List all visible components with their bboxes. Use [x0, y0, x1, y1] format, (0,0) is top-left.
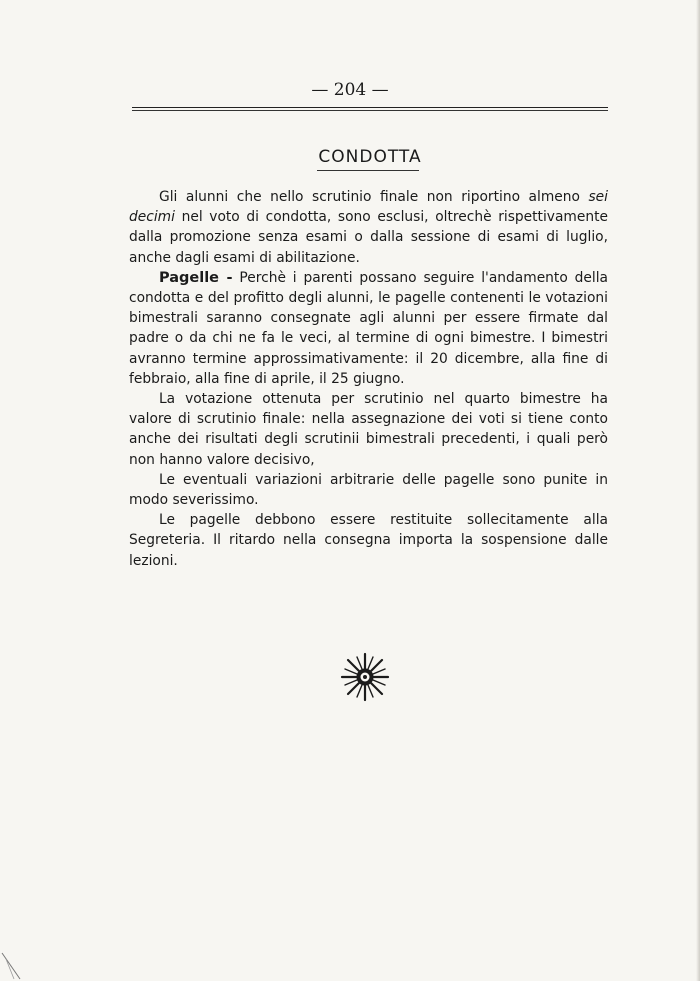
header-rule-top — [132, 107, 608, 108]
paragraph-text: nel voto di condotta, sono esclusi, oltrechè rispettivamente dalla promozione senza esami o dalla sessione di esami di luglio, anche dagli esami di abilitazione. — [129, 209, 608, 266]
title-underline — [317, 170, 419, 171]
body-text — [129, 187, 608, 571]
header-rule-bottom — [132, 110, 608, 111]
paragraph-lead: Pagelle - — [159, 269, 233, 286]
paragraph-variazioni: Le eventuali variazioni arbitrarie delle pagelle sono punite in modo severissimo. — [129, 471, 608, 509]
page-edge-shadow — [696, 0, 700, 981]
paragraph-restituzione: Le pagelle debbono essere restituite sollecitamente alla Segreteria. Il ritardo nella consegna importa la sospensione dalle lezioni. — [129, 512, 608, 569]
page-number: — 204 — — [311, 80, 389, 100]
paragraph-votazione: La votazione ottenuta per scrutinio nel quarto bimestre ha valore di scrutinio finale: nella assegnazione dei voti si tiene conto anche dei risultati degli scrutinii bimestrali precedenti, i quali però non hanno valore decisivo, — [129, 391, 608, 468]
paragraph-text: Perchè i parenti possano seguire l'andamento della condotta e del profitto degli alunni, le pagelle contenenti le votazioni bimestrali saranno consegnate agli alunni per essere firmate dal padre o da chi ne fa le veci, al termine di ogni bimestre. I bimestri avranno termine approssimativamente: il 20 dicembre, alla fine di febbraio, alla fine di aprile, il 25 giugno. — [129, 269, 609, 387]
paragraph-text: Gli alunni che nello scrutinio finale non riportino almeno — [159, 189, 589, 205]
paragraph-condotta — [129, 187, 608, 268]
sunburst-ornament-icon — [340, 652, 390, 702]
emphasis-text: sei decimi — [129, 189, 608, 226]
paragraph-pagelle — [129, 268, 608, 389]
corner-mark — [0, 951, 30, 981]
section-title: CONDOTTA — [318, 147, 422, 167]
